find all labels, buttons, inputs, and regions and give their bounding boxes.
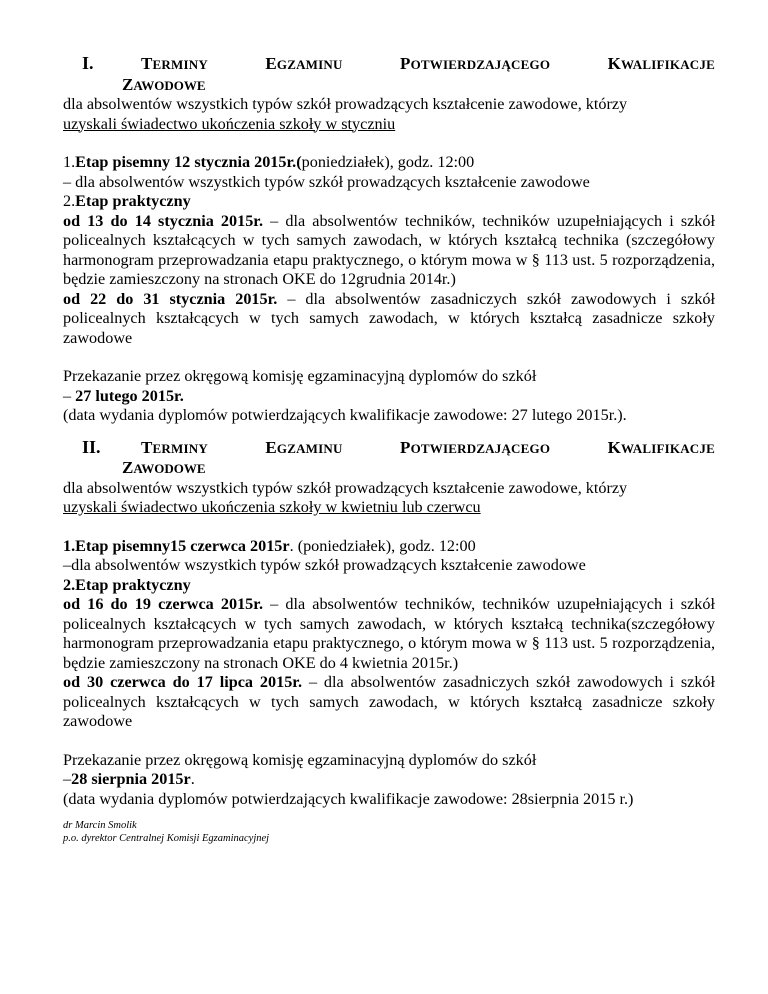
section-heading	[63, 54, 715, 75]
signature	[63, 819, 715, 845]
heading-word: EGZAMINU	[265, 54, 343, 73]
practical-range-1: od 13 do 14 stycznia 2015r. – dla absolwentów techników, techników uzupełniających i szkół policealnych kształcących w tych samych zawodach, w których kształcą technika (szczegółowy harmonogram przeprowadzania etapu praktycznego, o którym mowa w § 113 ust. 5 rozporządzenia, będzie zamieszczony na stronach OKE do 12grudnia 2014r.)	[63, 211, 715, 288]
intro-text: dla absolwentów wszystkich typów szkół prowadzących kształcenie zawodowe, którzy	[63, 478, 628, 497]
practical-stage: 2.Etap praktyczny	[63, 192, 191, 210]
intro-text: dla absolwentów wszystkich typów szkół prowadzących kształcenie zawodowe, którzy	[63, 95, 628, 113]
written-target: –dla absolwentów wszystkich typów szkół prowadzących kształcenie zawodowe	[63, 556, 586, 574]
signature-name: dr Marcin Smolik	[63, 820, 137, 831]
heading-word: KWALIFIKACJE	[607, 54, 715, 73]
section-1	[63, 54, 715, 426]
delivery-line: Przekazanie przez okręgową komisję egzaminacyjną dyplomów do szkół	[63, 750, 537, 769]
practical-range-2: od 22 do 31 stycznia 2015r. – dla absolwentów zasadniczych szkół zawodowych i szkół policealnych kształcących w tych samych zawodach, w których kształcą zasadnicze szkoły zawodowe	[63, 289, 715, 347]
heading-continuation: ZAWODOWE	[122, 74, 206, 94]
section-number: II.	[82, 436, 101, 457]
practical-range-1: od 16 do 19 czerwca 2015r. – dla absolwentów techników, techników uzupełniających i szkół policealnych kształcących w tych samych zawodach, w których kształcą technika(szczegółowy harmonogram przeprowadzania etapu praktycznego, o którym mowa w § 113 ust. 5 rozporządzenia, będzie zamieszczony na stronach OKE do 4 kwietnia 2015r.)	[63, 595, 715, 672]
practical-range-2: od 30 czerwca do 17 lipca 2015r. – dla absolwentów zasadniczych szkół zawodowych i szkół policealnych kształcących w tych samych zawodach, w których kształcą zasadnicze szkoły zawodowe	[63, 673, 716, 730]
intro-underlined: uzyskali świadectwo ukończenia szkoły w styczniu	[63, 114, 396, 133]
delivery-line: Przekazanie przez okręgową komisję egzaminacyjną dyplomów do szkół	[63, 367, 537, 385]
issue-note: (data wydania dyplomów potwierdzających kwalifikacje zawodowe: 28sierpnia 2015 r.)	[63, 789, 634, 808]
written-target: – dla absolwentów wszystkich typów szkół prowadzących kształcenie zawodowe	[63, 172, 590, 191]
section-2	[63, 438, 715, 810]
delivery-date: –28 sierpnia 2015r.	[63, 770, 195, 788]
heading-continuation: ZAWODOWE	[122, 458, 206, 477]
delivery-date: – 27 lutego 2015r.	[63, 386, 184, 405]
written-stage: 1.Etap pisemny 12 stycznia 2015r.(poniedziałek), godz. 12:00	[63, 153, 475, 171]
document-page	[63, 54, 715, 845]
written-stage: 1.Etap pisemny15 czerwca 2015r. (poniedziałek), godz. 12:00	[63, 536, 476, 555]
heading-word: POTWIERDZAJĄCEGO	[400, 437, 551, 457]
section-number: I.	[82, 53, 94, 73]
heading-word: KWALIFIKACJE	[607, 437, 715, 457]
heading-word: TERMINY	[141, 54, 208, 73]
heading-word: POTWIERDZAJĄCEGO	[400, 54, 551, 73]
issue-note: (data wydania dyplomów potwierdzających kwalifikacje zawodowe: 27 lutego 2015r.).	[63, 406, 627, 424]
signature-title: p.o. dyrektor Centralnej Komisji Egzaminacyjnej	[63, 833, 270, 844]
heading-word: TERMINY	[141, 437, 208, 457]
section-heading	[63, 438, 715, 459]
heading-word: EGZAMINU	[265, 437, 343, 457]
intro-underlined: uzyskali świadectwo ukończenia szkoły w kwietniu lub czerwcu	[63, 498, 481, 516]
practical-stage: 2.Etap praktyczny	[63, 575, 191, 594]
